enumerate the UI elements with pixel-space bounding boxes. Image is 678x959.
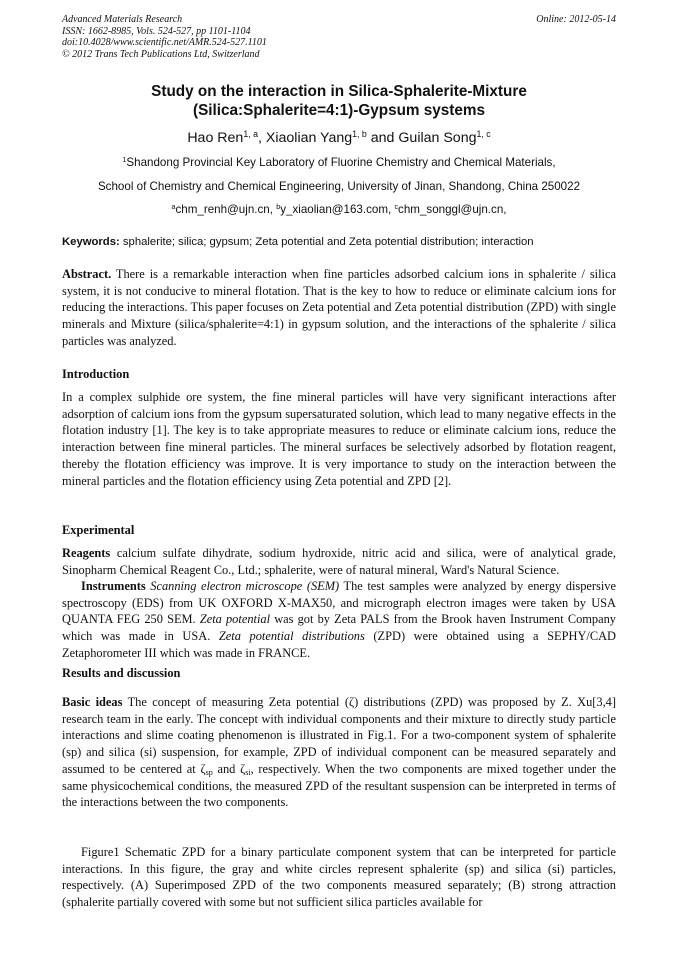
introduction-heading: Introduction (62, 367, 130, 381)
instruments-paragraph: Instruments Scanning electron microscope (SEM) The test samples were analyzed by energy dispersive spectroscopy (EDS) from UK OXFORD X-MAX50, and micrograph electron images were taken by USA QUANTA FEG 250 SEM. Zeta potential was got by Zeta PALS from the Brook haven Instrument Company which was made in USA. Zeta potential distributions (ZPD) were obtained using a SEPHY/CAD Zetaphorometer III which was made in FRANCE. (62, 579, 617, 660)
author-sup: 1, a (243, 129, 258, 140)
results-heading: Results and discussion (62, 666, 181, 680)
introduction-text: In a complex sulphide ore system, the fine mineral particles will have very significant interactions after adsorption of calcium ions from the gypsum supersaturated solution, which lead to many negative effects in the flotation industry [1]. The key is to take appropriate measures to reduce or eliminate calcium ions, reduce the interaction between fine mineral particles. The mineral surfaces be selectively adsorbed by flotation reagent, thereby the flotation efficiency was improve. It is very importance to study on the interaction between the mineral particles and the flotation efficiency using Zeta potential and ZPD [2]. (62, 390, 616, 488)
affiliation-sup: 1 (122, 155, 127, 165)
basic-ideas-paragraph: Basic ideas The concept of measuring Zeta potential (ζ) distributions (ZPD) was proposed by Z. Xu[3,4] research team in the early. The concept with individual components and their mixture to directly study particle interactions and slime coating phenomenon is illustrated in Fig.1. For a two-component system of sphalerite (sp) and silica (si) suspension, for example, ZPD of individual component can be measured separately and assumed to be centered at $\zeta_{sp}$ and $\zeta_{si}$, respectively. When the two components are mixed together under the same physicochemical conditions, the measured ZPD of the resultant suspension can be interpreted in terms of the interactions between the two components. (62, 695, 616, 810)
author-name: Xiaolian Yang (265, 130, 353, 146)
figure-caption-paragraph: Figure1 Schematic ZPD for a binary particulate component system that can be interpreted for particle interactions. In this figure, the gray and white circles represent sphalerite (sp) and silica (si) particles, respectively. (A) Superimposed ZPD of the two components measured separately; (B) strong attraction (sphalerite partially covered with some but not sufficient silica particles available for (62, 845, 616, 910)
online-date: Online: 2012-05-14 (536, 14, 616, 25)
author-sup: 1, b (352, 129, 367, 140)
doi-line: doi:10.4028/www.scientific.net/AMR.524-527.1101 (62, 37, 267, 48)
basic-ideas-label: Basic ideas (62, 695, 123, 709)
affiliation-line-2: School of Chemistry and Chemical Engineering, University of Jinan, Shandong, China 250022 (97, 180, 581, 193)
author-name: Hao Ren (187, 130, 244, 146)
email-b: y_xiaolian@163.com, (280, 203, 395, 216)
affiliation-line-1: $^1$Shandong Provincial Key Laboratory of Fluorine Chemistry and Chemical Materials, (122, 155, 556, 169)
title-line-1: Study on the interaction in Silica-Sphalerite-Mixture (151, 83, 527, 100)
author-separator: and (366, 130, 399, 146)
abstract-text: There is a remarkable interaction when fine particles adsorbed calcium ions in sphalerite / silica system, it is not conducive to mineral flotation. That is the key to how to reduce or eliminate calcium ions for reducing the interactions. This paper focuses on Zeta potential and Zeta potential distribution (ZPD) with single minerals and Mixture (silica/sphalerite=4:1) in gypsum solution, and the interactions of the sphalerite / silica particles was analyzed. (62, 267, 616, 348)
reagents-label: Reagents (62, 546, 111, 560)
abstract-label: Abstract. (62, 267, 112, 281)
keywords-label: Keywords: (62, 236, 120, 248)
title-line-2: (Silica:Sphalerite=4:1)-Gypsum systems (192, 102, 486, 119)
abstract (62, 266, 616, 350)
keywords (62, 236, 622, 248)
instruments-label: Instruments (81, 579, 146, 593)
email-c: chm_songgl@ujn.cn, (398, 203, 507, 216)
email-a: chm_renh@ujn.cn, (175, 203, 277, 216)
reagents-paragraph: Reagents calcium sulfate dihydrate, sodium hydroxide, nitric acid and silica, were of analytical grade, Sinopharm Chemical Reagent Co., Ltd.; sphalerite, were of natural mineral, Ward's Natural Science. (62, 546, 616, 577)
author-name: Guilan Song (398, 130, 477, 146)
author-sup: 1, c (476, 129, 491, 140)
journal-name: Advanced Materials Research (62, 14, 183, 25)
copyright-line: © 2012 Trans Tech Publications Ltd, Switzerland (62, 48, 260, 60)
issn-line: ISSN: 1662-8985, Vols. 524-527, pp 1101-1104 (62, 25, 251, 37)
author-list (62, 130, 616, 146)
paper-title (62, 82, 616, 120)
journal-header (62, 14, 267, 60)
keywords-text: sphalerite; silica; gypsum; Zeta potential and Zeta potential distribution; interaction (119, 236, 534, 248)
author-separator: , (258, 130, 266, 146)
email-line: $^a$chm_renh@ujn.cn, $^b$y_xiaolian@163.com, $^c$chm_songgl@ujn.cn, (171, 202, 507, 216)
experimental-heading: Experimental (62, 523, 135, 537)
